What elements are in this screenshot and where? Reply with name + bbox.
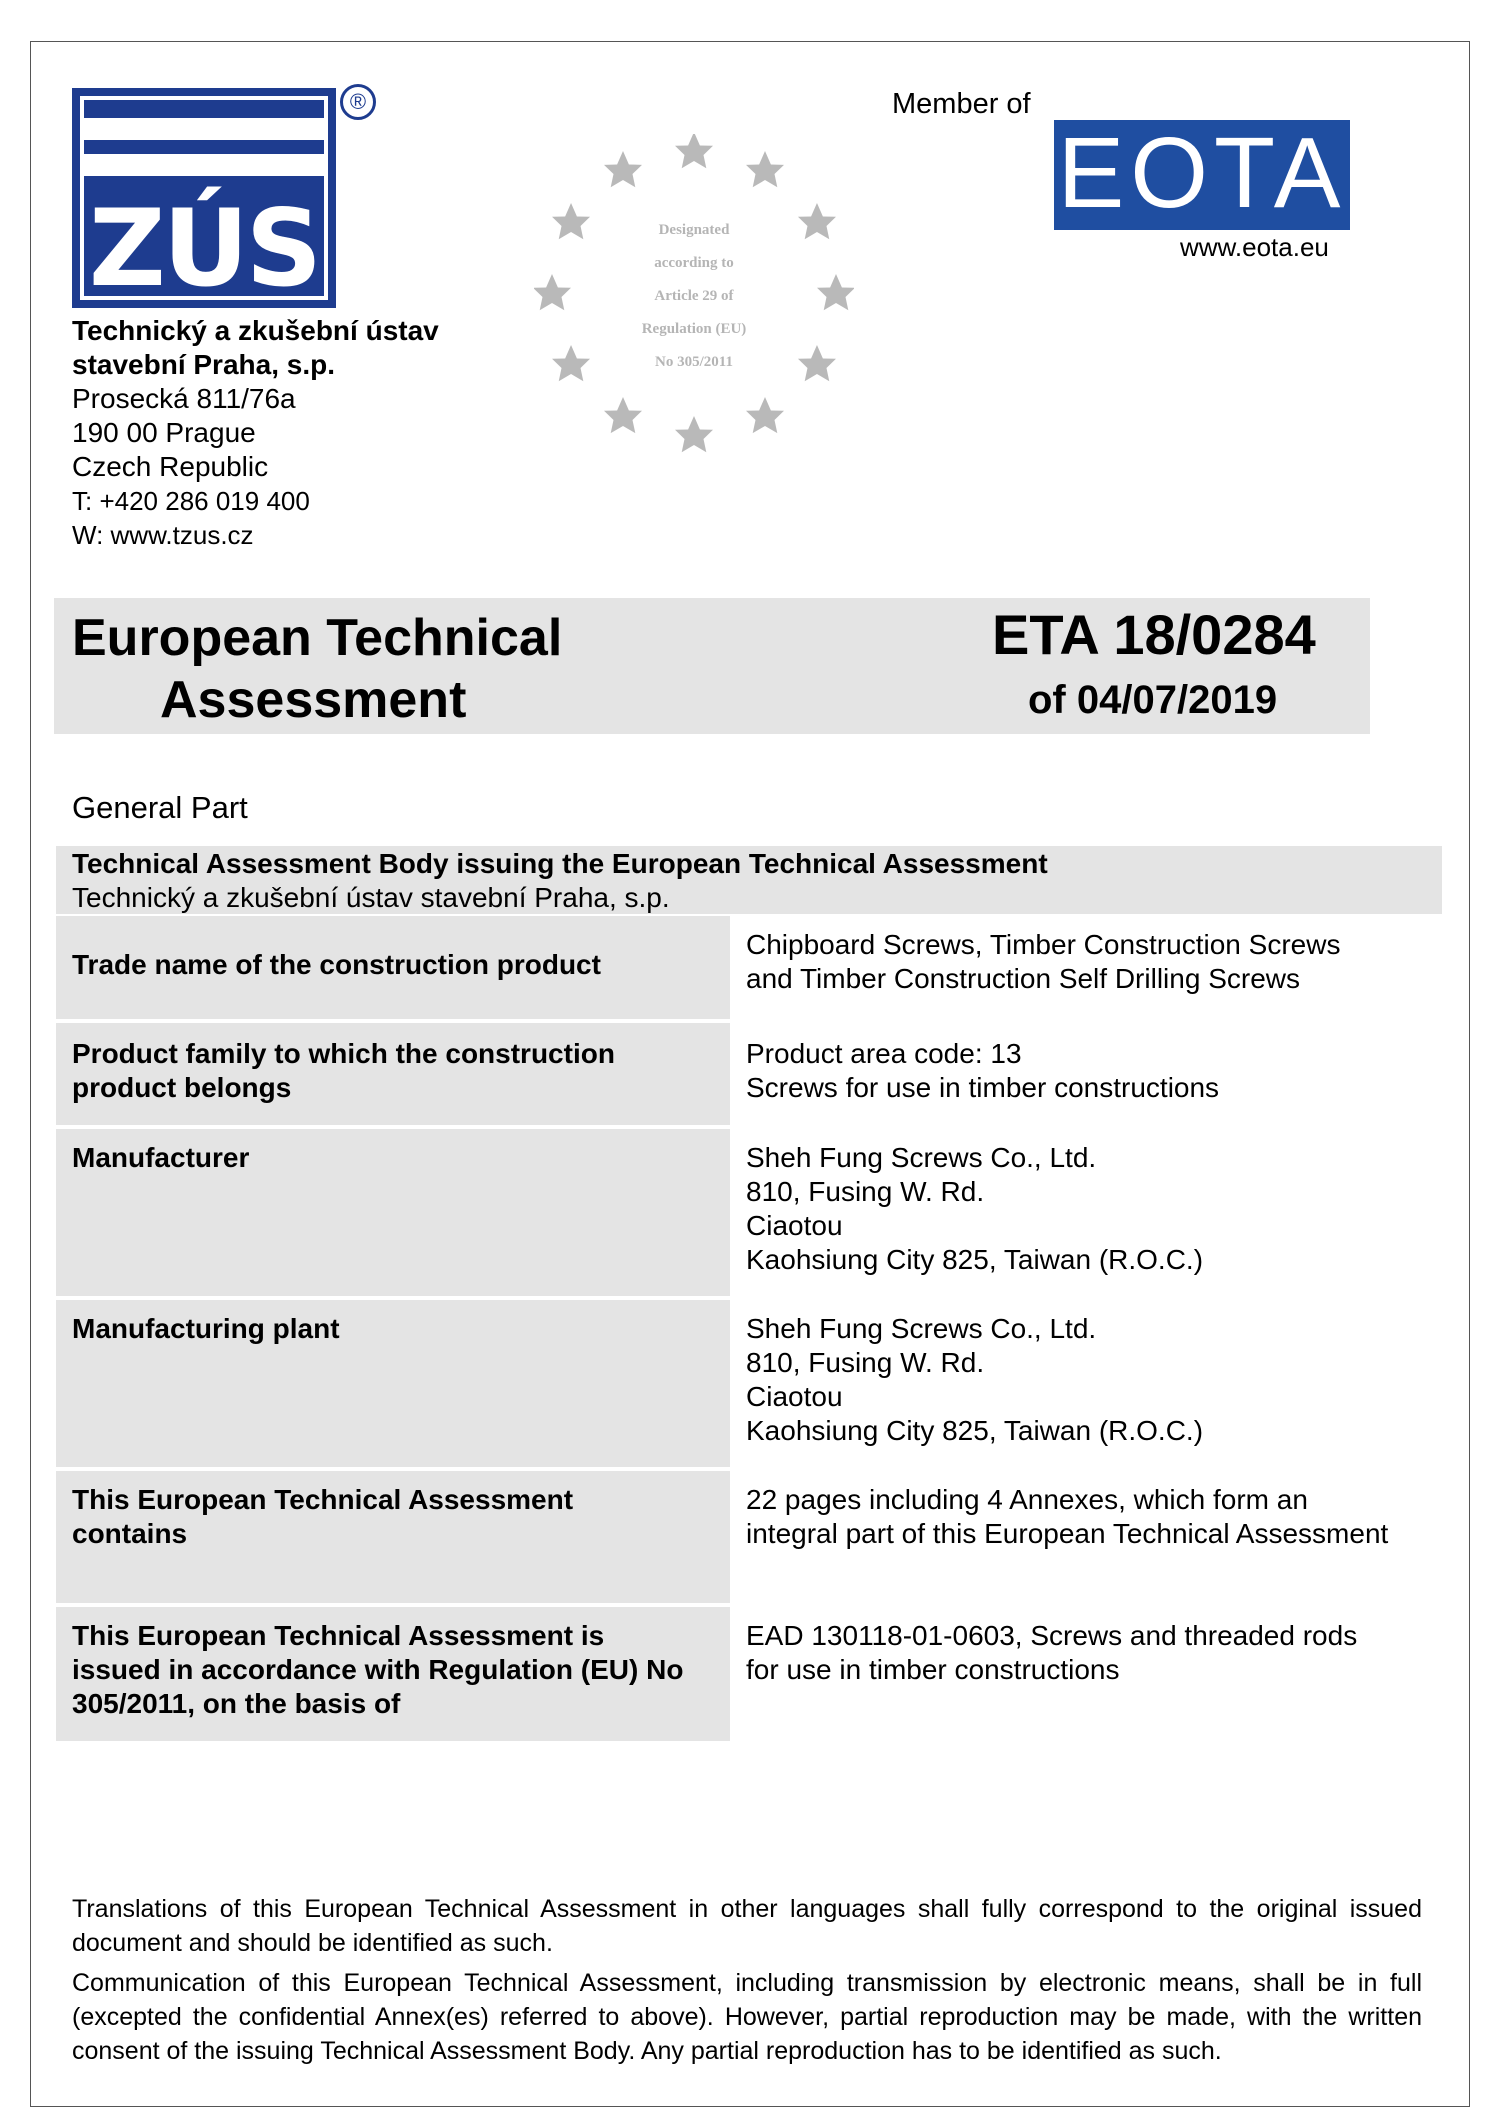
registered-mark-icon: ® [340, 84, 376, 120]
phone: T: +420 286 019 400 [72, 486, 310, 516]
org-name-line2: stavební Praha, s.p. [72, 349, 335, 380]
member-of-label: Member of [892, 88, 1031, 120]
org-name-line1: Technický a zkušební ústav [72, 315, 439, 346]
section-heading: General Part [72, 790, 248, 825]
address-country: Czech Republic [72, 451, 269, 482]
row-value: 22 pages including 4 Annexes, which form an integral part of this European Technical Assessment [746, 1484, 1389, 1549]
seal-line: Article 29 of [654, 288, 734, 304]
row-value: Sheh Fung Screws Co., Ltd. 810, Fusing W. Rd. Ciaotou Kaohsiung City 825, Taiwan (R.O.C.) [746, 1313, 1204, 1446]
info-table [56, 916, 1442, 1741]
row-label: Trade name of the construction product [56, 916, 730, 1019]
zus-logo-text: ZÚS [88, 187, 320, 310]
tab-value: Technický a zkušební ústav stavební Praha, s.p. [72, 882, 670, 913]
row-label: This European Technical Assessment contains [56, 1471, 730, 1603]
doc-title-line2: Assessment [160, 671, 467, 729]
zus-logo [72, 88, 336, 308]
footer-communication-note: Communication of this European Technical Assessment, including transmission by electronic means, shall be in full (excepted the confidential Annex(es) referred to above). However, partial reproduction may be made, with the written consent of the issuing Technical Assessment Body. Any partial reproduction has to be identified as such. [72, 1969, 1422, 2065]
table-row [56, 1129, 1442, 1296]
eota-url: www.eota.eu [1180, 232, 1329, 262]
row-value: Sheh Fung Screws Co., Ltd. 810, Fusing W. Rd. Ciaotou Kaohsiung City 825, Taiwan (R.O.C.) [746, 1142, 1204, 1275]
seal-line: No 305/2011 [655, 354, 733, 370]
row-label: Manufacturing plant [56, 1300, 730, 1467]
eta-number: ETA 18/0284 [992, 603, 1316, 666]
seal-line: Regulation (EU) [641, 321, 747, 337]
address-street: Prosecká 811/76a [72, 383, 296, 414]
eota-logo-text: EOTA [1057, 117, 1347, 229]
eta-date: of 04/07/2019 [1028, 678, 1278, 722]
row-value: Chipboard Screws, Timber Construction Screws and Timber Construction Self Drilling Screws [746, 929, 1341, 994]
doc-title-line1: European Technical [72, 609, 563, 667]
table-row [56, 1023, 1442, 1125]
designated-seal-text [594, 214, 794, 379]
row-label: This European Technical Assessment is issued in accordance with Regulation (EU) No 305/2011, on the basis of [56, 1607, 730, 1741]
table-row [56, 916, 1442, 1019]
row-value: Product area code: 13 Screws for use in timber constructions [746, 1038, 1220, 1103]
table-row [56, 1300, 1442, 1467]
seal-line: according to [654, 255, 734, 271]
table-row [56, 1607, 1442, 1741]
tab-title: Technical Assessment Body issuing the European Technical Assessment [72, 848, 1048, 879]
issuer-address-block [72, 314, 439, 552]
website: W: www.tzus.cz [72, 520, 254, 550]
table-row [56, 1471, 1442, 1603]
address-city: 190 00 Prague [72, 417, 256, 448]
row-label: Product family to which the construction product belongs [56, 1023, 730, 1125]
seal-line: Designated [658, 222, 730, 238]
row-label: Manufacturer [56, 1129, 730, 1296]
footer-translations-note: Translations of this European Technical Assessment in other languages shall fully correspond to the original issued document and should be identified as such. [72, 1895, 1422, 1957]
row-value: EAD 130118-01-0603, Screws and threaded rods for use in timber constructions [746, 1620, 1358, 1685]
